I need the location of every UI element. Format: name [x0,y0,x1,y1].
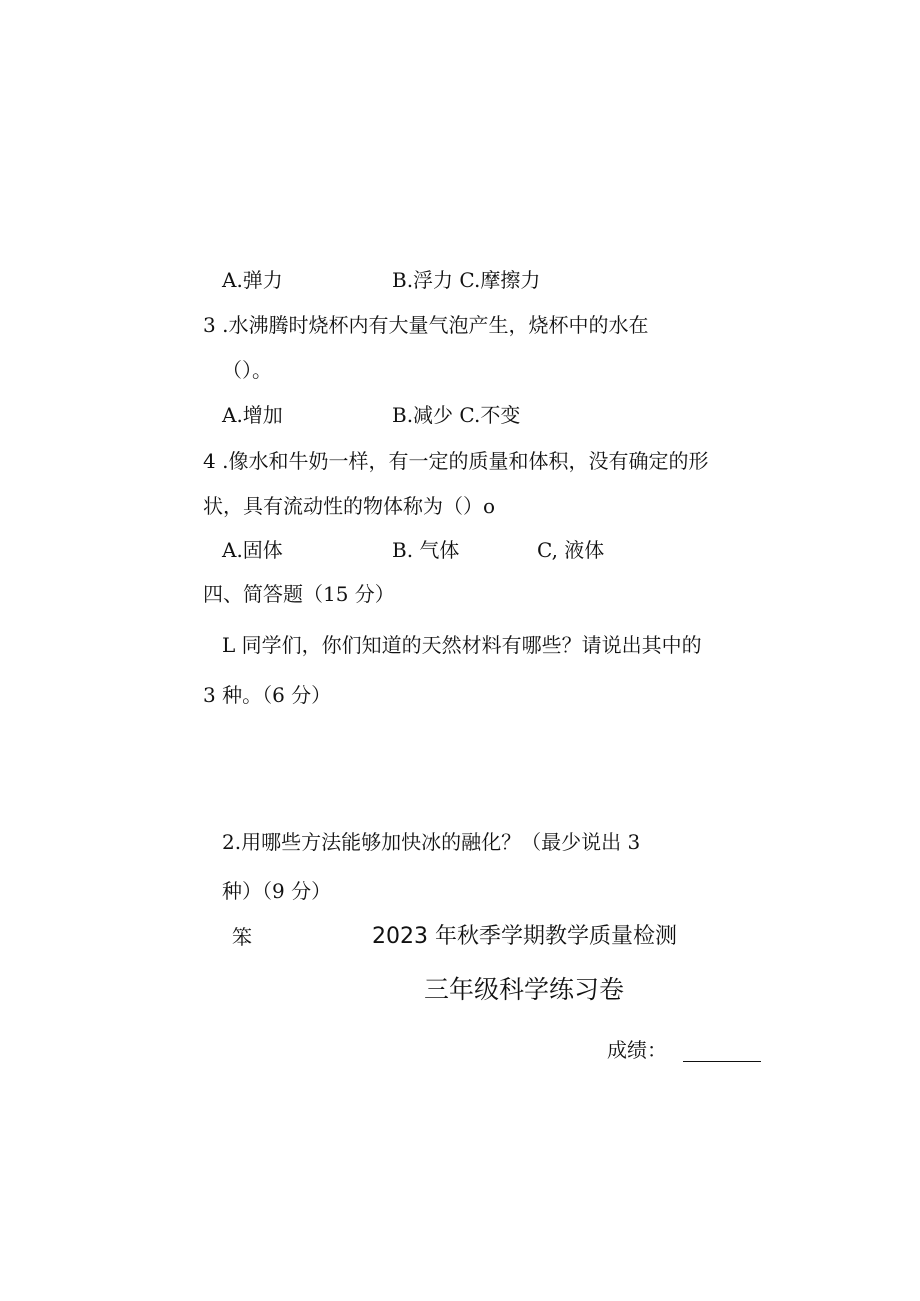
score-field [607,1038,761,1062]
q3-stem-line1: 3 .水沸腾时烧杯内有大量气泡产生，烧杯中的水在 [203,313,649,337]
q4-option-c: C, 液体 [537,538,605,562]
q3-stem-line2: （）。 [222,358,272,382]
q4-option-a: A.固体 [222,538,283,562]
q4-stem-line1: 4 .像水和牛奶一样，有一定的质量和体积，没有确定的形 [203,449,709,473]
short-answer-q2-line1: 2.用哪些方法能够加快冰的融化？（最少说出 3 [222,830,641,854]
q4-stem-line2: 状，具有流动性的物体称为（）o [203,494,496,518]
exam-title: 2023 年秋季学期教学质量检测 [372,924,677,949]
short-answer-q1-line2: 3 种。（6 分） [203,683,332,707]
score-label: 成绩： [607,1038,667,1062]
section-heading: 四、简答题（15 分） [203,582,395,606]
score-blank[interactable] [683,1043,761,1062]
q4-option-b: B. 气体 [392,538,460,562]
q3-option-bc: B.减少 C.不变 [392,403,521,427]
q2-option-a: A.弹力 [222,268,283,292]
exam-subtitle: 三年级科学练习卷 [424,975,625,1004]
q3-option-a: A.增加 [222,403,283,427]
stray-mark: 笨 [232,925,252,949]
short-answer-q1-line1: L 同学们，你们知道的天然材料有哪些？请说出其中的 [222,633,702,657]
q2-option-bc: B.浮力 C.摩擦力 [392,268,541,292]
short-answer-q2-line2: 种）（9 分） [222,879,332,903]
